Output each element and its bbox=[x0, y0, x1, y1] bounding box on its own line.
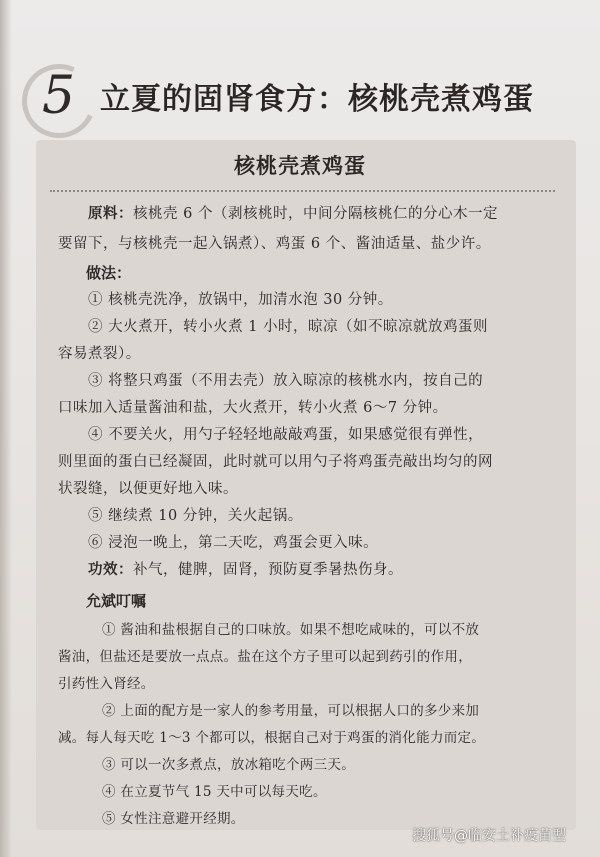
tip-4 bbox=[58, 778, 528, 806]
method-step-3 bbox=[58, 367, 538, 395]
tip-2 bbox=[58, 697, 528, 725]
method-step-text: ② 大火煮开，转小火煮 1 小时，晾凉（如不晾凉就放鸡蛋则 bbox=[88, 319, 489, 335]
tip-text: ① 酱油和盐根据自己的口味放。如果不想吃咸味的，可以不放 bbox=[102, 622, 480, 638]
book-spine-shadow bbox=[0, 0, 12, 857]
method-step-4 bbox=[58, 421, 538, 449]
method-label: 做法： bbox=[86, 264, 132, 282]
tip-text: ② 上面的配方是一家人的参考用量，可以根据人口的多少来加 bbox=[102, 703, 480, 719]
tip-text: ③ 可以一次多煮点，放冰箱吃个两三天。 bbox=[102, 757, 355, 773]
method-step-text: ⑥ 浸泡一晚上，第二天吃，鸡蛋会更入味。 bbox=[88, 535, 379, 551]
method-step-4-cont-2: 状裂缝，以便更好地入味。 bbox=[58, 481, 238, 497]
effect-label: 功效： bbox=[88, 562, 133, 578]
tip-1-cont-2: 引药性入肾经。 bbox=[58, 676, 155, 692]
ingredients-label: 原料： bbox=[88, 206, 133, 222]
effect-text: 补气，健脾，固肾，预防夏季暑热伤身。 bbox=[133, 562, 403, 578]
chapter-title: 立夏的固肾食方：核桃壳煮鸡蛋 bbox=[100, 82, 534, 117]
chapter-number-badge bbox=[22, 64, 92, 134]
method-step-2-cont: 容易煮裂）。 bbox=[58, 346, 141, 362]
tips-title: 允斌叮嘱 bbox=[86, 592, 147, 610]
method-step-5 bbox=[58, 502, 538, 530]
tip-3 bbox=[58, 751, 528, 779]
watermark: 搜狐号@临安土补疫苗型 bbox=[412, 828, 566, 844]
method-step-4-cont: 则里面的蛋白已经凝固，此时就可以用勺子将鸡蛋壳敲出均匀的网 bbox=[58, 454, 493, 470]
recipe-heading: 核桃壳煮鸡蛋 bbox=[234, 154, 366, 178]
ingredients-line-1 bbox=[58, 200, 538, 228]
method-step-text: ③ 将整只鸡蛋（不用去壳）放入晾凉的核桃水内，按自己的 bbox=[88, 373, 484, 389]
method-step-1 bbox=[58, 286, 538, 314]
method-step-text: ④ 不要关火，用勺子轻轻地敲敲鸡蛋，如果感觉很有弹性， bbox=[88, 427, 484, 443]
tip-1 bbox=[58, 616, 528, 644]
effect-line bbox=[58, 556, 538, 584]
method-step-text: ① 核桃壳洗净，放锅中，加清水泡 30 分钟。 bbox=[88, 292, 393, 308]
heading-divider bbox=[50, 190, 555, 192]
chapter-number: 5 bbox=[42, 66, 76, 126]
tip-1-cont: 酱油，但盐还是要放一点点。盐在这个方子里可以起到药引的作用， bbox=[58, 649, 472, 665]
method-step-text: ⑤ 继续煮 10 分钟，关火起锅。 bbox=[88, 508, 303, 524]
tip-text: ④ 在立夏节气 15 天中可以每天吃。 bbox=[102, 784, 327, 800]
tip-2-cont: 减。每人每天吃 1～3 个都可以，根据自己对于鸡蛋的消化能力而定。 bbox=[58, 730, 486, 746]
method-step-2 bbox=[58, 313, 538, 341]
ingredients-text-1: 核桃壳 6 个（剥核桃时，中间分隔核桃仁的分心木一定 bbox=[133, 206, 498, 222]
method-step-6 bbox=[58, 529, 538, 557]
method-step-3-cont: 口味加入适量酱油和盐，大火煮开，转小火煮 6～7 分钟。 bbox=[58, 400, 448, 416]
ingredients-line-2: 要留下，与核桃壳一起入锅煮）、鸡蛋 6 个、酱油适量、盐少许。 bbox=[58, 236, 491, 252]
tip-text: ⑤ 女性注意避开经期。 bbox=[102, 811, 245, 827]
